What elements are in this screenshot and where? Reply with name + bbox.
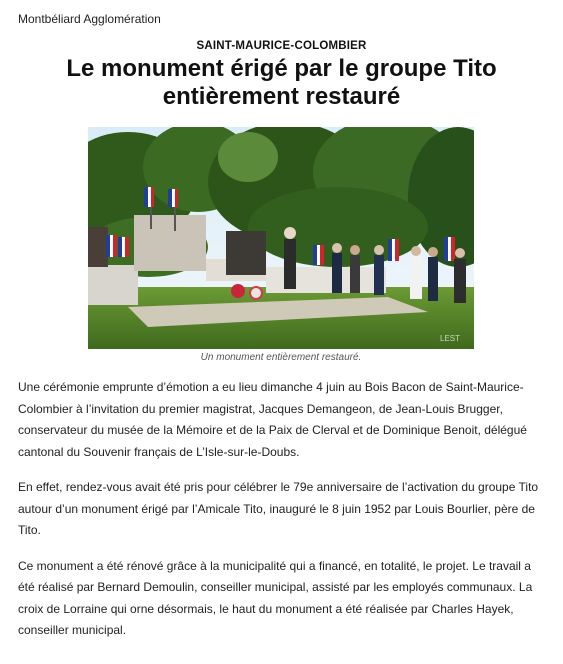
photo-caption: Un monument entièrement restauré. xyxy=(200,352,362,363)
article-paragraph: En effet, rendez-vous avait été pris pour célébrer le 79e anniversaire de l’activation du groupe Tito autour d’un monument érigé par l’Amicale Tito, inauguré le 8 juin 1952 par Louis Bourlier, père de Tito. xyxy=(18,480,539,537)
article-body xyxy=(18,377,546,656)
article-kicker: SAINT-MAURICE-COLOMBIER xyxy=(196,40,367,52)
monument-ceremony-photo xyxy=(88,127,474,349)
headline-line-2: entièrement restauré xyxy=(162,83,401,110)
monument-stele xyxy=(134,215,206,271)
plaque xyxy=(226,231,266,275)
wreath xyxy=(231,284,245,298)
section-label: Montbéliard Agglomération xyxy=(18,12,161,26)
article-photo xyxy=(88,127,474,349)
headline-line-1: Le monument érigé par le groupe Tito xyxy=(66,55,497,82)
monument-base xyxy=(88,265,138,305)
article-paragraph: Ce monument a été rénové grâce à la municipalité qui a financé, en totalité, le projet. Le travail a été réalisé par Bernard Demoulin, conseiller municipal, assisté par les employés communaux. La croix de Lorraine qui orne désormais, le haut du monument a été réalisée par Charles Hayek, conseiller municipal. xyxy=(18,558,533,637)
photo-watermark: LEST xyxy=(439,334,460,343)
article-paragraph: Une cérémonie emprunte d’émotion a eu lieu dimanche 4 juin au Bois Bacon de Saint-Maurice-Colombier à l’invitation du premier magistrat, Jacques Demangeon, de Jean-Louis Brugger, conservateur du musée de la Mémoire et de la Paix de Clerval et de Dominique Benoit, délégué cantonal du Souvenir français de L’Isle-sur-le-Doubs. xyxy=(18,380,527,459)
article-headline xyxy=(0,55,563,111)
